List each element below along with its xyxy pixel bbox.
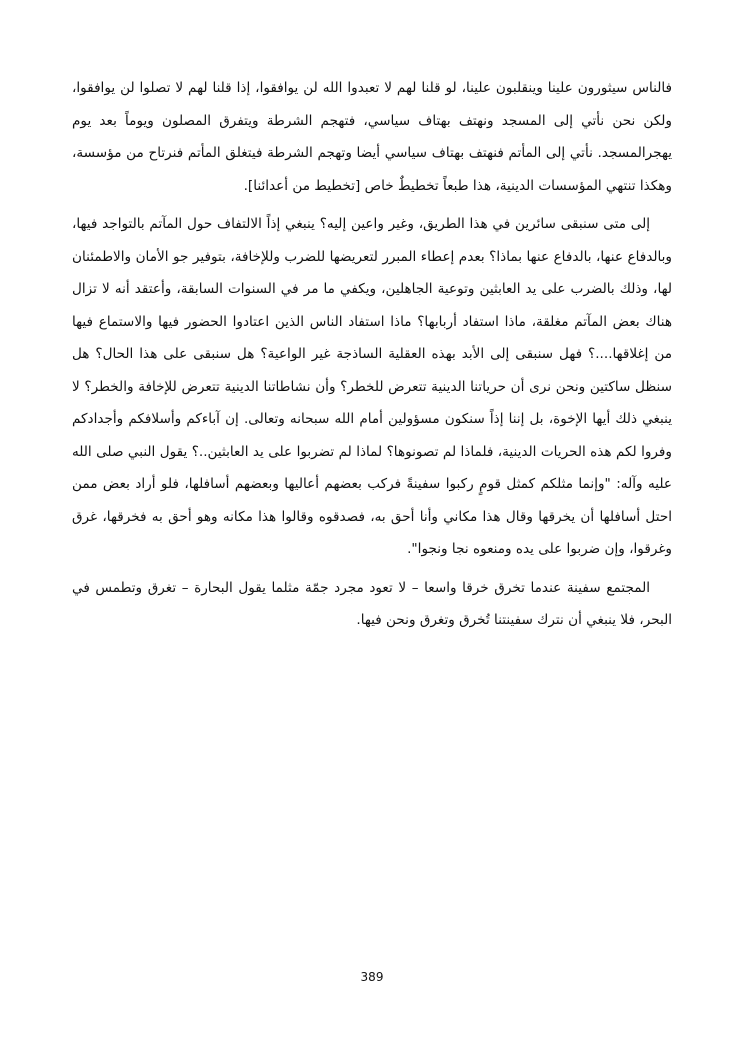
paragraph-3: المجتمع سفينة عندما تخرق خرقا واسعا – لا تعود مجرد جمّة مثلما يقول البحارة – تغرق وتطمس في البحر، فلا ينبغي أن نترك سفينتنا تُخرق وتغرق ونحن فيها. (72, 579, 672, 628)
paragraph-2: إلى متى سنبقى سائرين في هذا الطريق، وغير واعين إليه؟ ينبغي إذاً الالتفاف حول المآتم بالتواجد فيها، وبالدفاع عنها، بالدفاع عنها بماذا؟ بعدم إعطاء المبرر لتعريضها للضرب وللإخافة، بتوفير جو الأمان والاطمئنان لها، وذلك بالضرب على يد العابثين وتوعية الجاهلين، ويكفي ما مر في السنوات السابقة، وأعتقد أنه لا تزال هناك بعض المآتم مغلقة، ماذا استفاد أربابها؟ ماذا استفاد الناس الذين اعتادوا الحضور فيها والاستماع فيها من إغلاقها....؟ فهل سنبقى إلى الأبد بهذه العقلية الساذجة غير الواعية؟ هل سنبقى على هذا الحال؟ هل سنظل ساكتين ونحن نرى أن حرياتنا الدينية تتعرض للخطر؟ وأن نشاطاتنا الدينية تتعرض للإخافة والخطر؟ لا ينبغي ذلك أيها الإخوة، بل إننا إذاً سنكون مسؤولين أمام الله سبحانه وتعالى. إن آباءكم وأسلافكم وأجدادكم وفروا لكم هذه الحريات الدينية، فلماذا لم تصونوها؟ لماذا لم تضربوا على يد العابثين..؟ يقول النبي صلى الله عليه وآله: "وإنما مثلكم كمثل قومٍ ركبوا سفينةً فركب بعضهم أعاليها وبعضهم أسافلها، فلو أراد بعض ممن احتل أسافلها أن يخرقها وقال هذا مكاني وأنا أحق به، فصدقوه وقالوا هذا مكانه وهو أحق به فخرقها، غرق وغرقوا، وإن ضربوا على يده ومنعوه نجا ونجوا". (72, 216, 672, 557)
paragraph-1: فالناس سيثورون علينا وينقلبون علينا، لو قلنا لهم لا تعبدوا الله لن يوافقوا، إذا قلنا لهم لا تصلوا لن يوافقوا، ولكن نحن نأتي إلى المسجد ونهتف بهتاف سياسي، فتهجم الشرطة ويتفرق المصلون ويوماً بعد يوم يهجرالمسجد. نأتي إلى المأتم فنهتف بهتاف سياسي أيضا وتهجم الشرطة فيتغلق المأتم فنرتاح من مؤسسة، وهكذا تنتهي المؤسسات الدينية، هذا طبعاً تخطيطٌ خاص [تخطيط من أعدائنا]. (72, 80, 672, 194)
body-text (72, 72, 672, 637)
page-number: 389 (360, 970, 384, 984)
